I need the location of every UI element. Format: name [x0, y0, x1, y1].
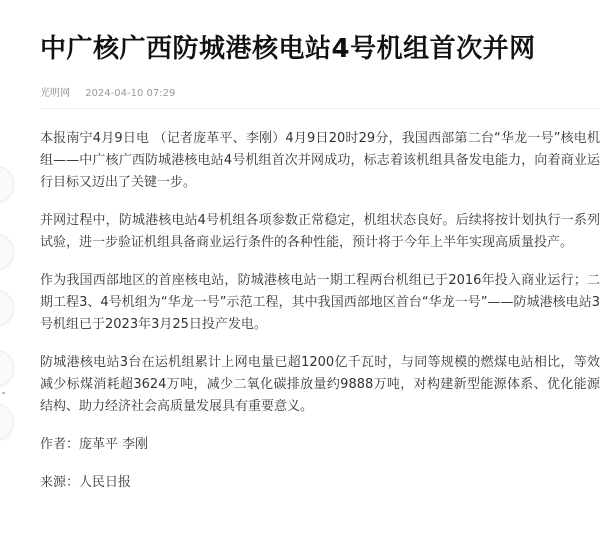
share-button[interactable] — [0, 404, 14, 440]
share-sidebar — [0, 0, 14, 539]
source-line: 来源：人民日报 — [40, 475, 132, 490]
paragraph: 本报南宁4月9日电 （记者庞革平、李刚）4月9日20时29分，我国西部第二台“华龙一号”核电机组——中广核广西防城港核电站4号机组首次并网成功，标志着该机组具备发电能力，向着商业运行目标又迈出了关键一步。 — [40, 131, 600, 190]
author-line: 作者：庞革平 李刚 — [40, 437, 149, 452]
divider — [40, 108, 600, 109]
share-button[interactable] — [0, 234, 14, 270]
source-link[interactable]: 光明网 — [40, 88, 70, 99]
divider — [2, 392, 5, 394]
share-button[interactable] — [0, 166, 14, 202]
paragraph: 作为我国西部地区的首座核电站，防城港核电站一期工程两台机组已于2016年投入商业运行；二期工程3、4号机组为“华龙一号”示范工程，其中我国西部地区首台“华龙一号”——防城港核电站3号机组已于2023年3月25日投产发电。 — [40, 273, 600, 332]
article-meta — [40, 84, 175, 99]
paragraph: 防城港核电站3台在运机组累计上网电量已超1200亿千瓦时，与同等规模的燃煤电站相比，等效减少标煤消耗超3624万吨，减少二氧化碳排放量约9888万吨，对构建新型能源体系、优化能源结构、助力经济社会高质量发展具有重要意义。 — [40, 355, 600, 414]
paragraph: 并网过程中，防城港核电站4号机组各项参数正常稳定，机组状态良好。后续将按计划执行一系列试验，进一步验证机组具备商业运行条件的各种性能，预计将于今年上半年实现高质量投产。 — [40, 213, 600, 250]
share-button[interactable] — [0, 290, 14, 326]
article-body — [40, 128, 600, 510]
article-title: 中广核广西防城港核电站4号机组首次并网 — [40, 34, 536, 64]
publish-time: 2024-04-10 07:29 — [85, 88, 176, 99]
share-button[interactable] — [0, 350, 14, 386]
